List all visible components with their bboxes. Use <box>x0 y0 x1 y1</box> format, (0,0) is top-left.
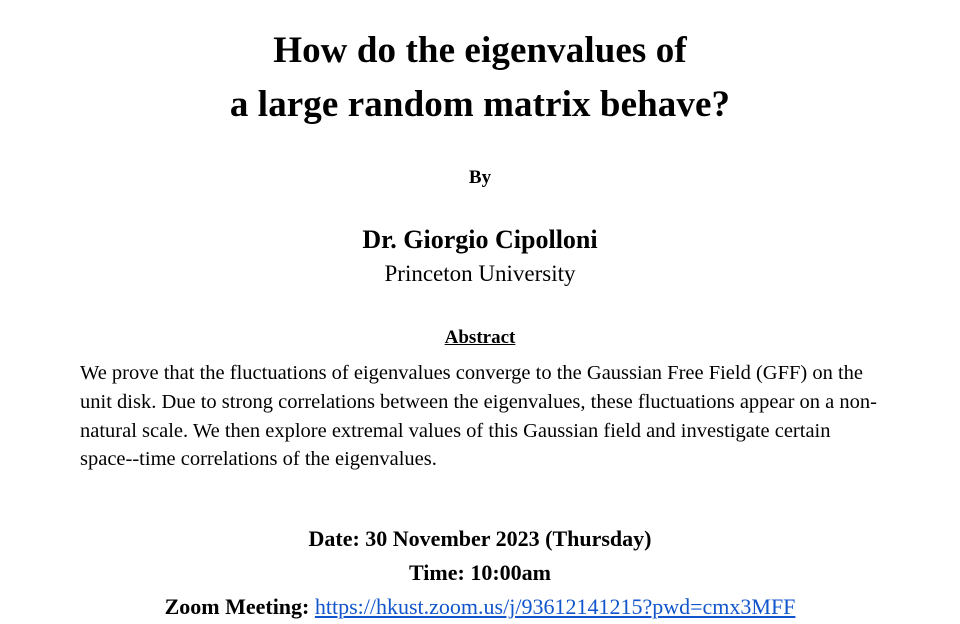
abstract-heading <box>80 327 880 349</box>
abstract-text: We prove that the fluctuations of eigenvalues converge to the Gaussian Free Field (GFF) on the unit disk. Due to strong correlations between the eigenvalues, these fluctuations appear on a non-natural scale. We then explore extremal values of this Gaussian field and investigate certain space--time correlations of the eigenvalues. <box>80 362 877 471</box>
abstract-heading-text: Abstract <box>444 327 516 349</box>
zoom-label: Zoom Meeting: <box>164 594 310 620</box>
zoom-line <box>80 590 880 624</box>
by-label: By <box>468 167 492 189</box>
talk-details <box>80 522 880 624</box>
zoom-meeting-link[interactable]: https://hkust.zoom.us/j/93612141215?pwd=cmx3MFF <box>314 594 796 620</box>
speaker-affiliation: Princeton University <box>384 261 576 287</box>
page-title <box>80 0 880 131</box>
title-line-2: a large random matrix behave? <box>229 83 731 125</box>
title-line-1: How do the eigenvalues of <box>273 30 687 71</box>
time-line: Time: 10:00am <box>409 560 551 586</box>
speaker-name: Dr. Giorgio Cipolloni <box>362 225 598 255</box>
date-line: Date: 30 November 2023 (Thursday) <box>308 526 652 552</box>
